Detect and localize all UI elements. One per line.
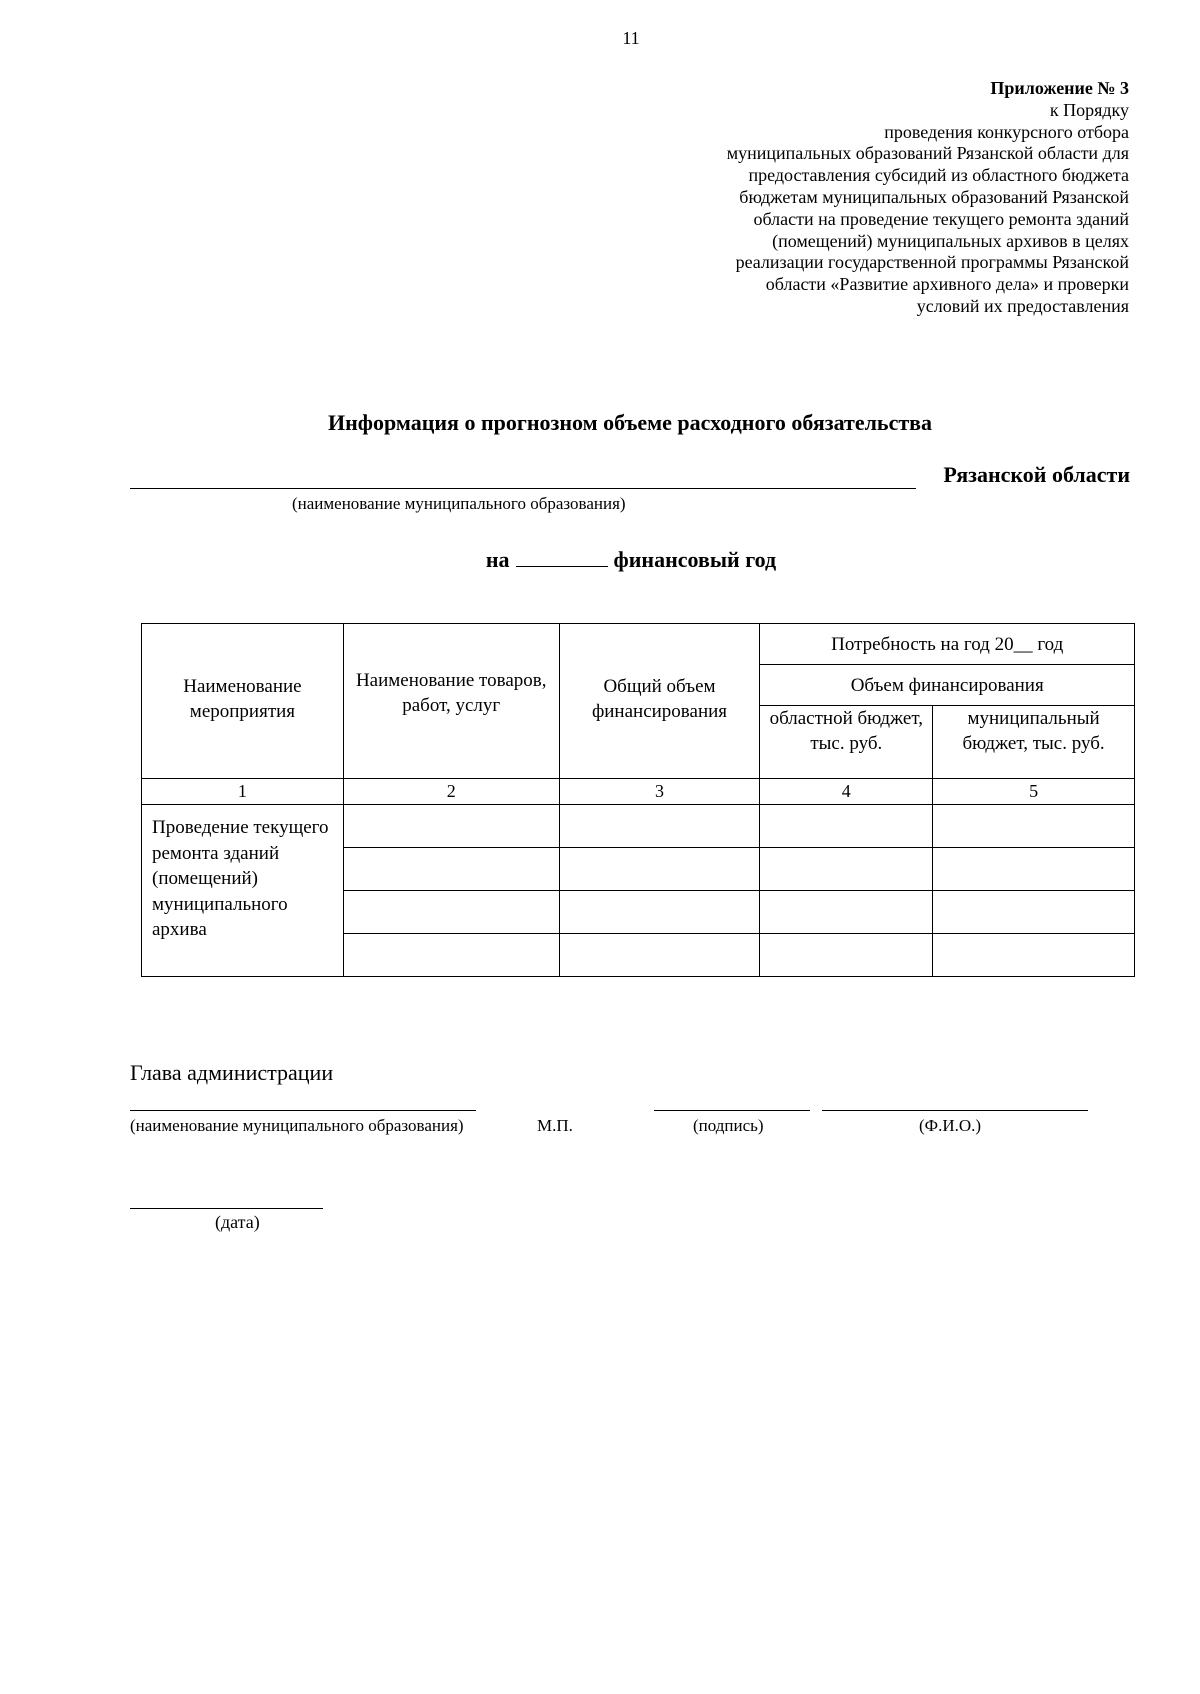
col-header-regional-budget: областной бюджет, тыс. руб. — [760, 706, 933, 779]
column-number: 2 — [343, 779, 559, 805]
event-name-cell: Проведение текущего ремонта зданий (помещений) муниципального архива — [142, 805, 344, 977]
need-header: Потребность на год 20__ год — [760, 624, 1135, 665]
table-cell — [559, 848, 760, 891]
table-cell — [343, 891, 559, 934]
fin-year-suffix: финансовый год — [613, 547, 777, 572]
appendix-line: бюджетам муниципальных образований Рязанской — [739, 186, 1129, 207]
signature-caption: (подпись) — [693, 1116, 764, 1135]
document-title: Информация о прогнозном объеме расходного обязательства — [327, 410, 933, 435]
page-number: 11 — [622, 28, 640, 48]
table-row — [142, 805, 1135, 848]
table-cell — [933, 934, 1135, 977]
column-number: 1 — [142, 779, 344, 805]
col-header-goods: Наименование товаров, работ, услуг — [343, 624, 559, 779]
table-cell — [760, 805, 933, 848]
fin-year-blank-field — [516, 546, 608, 567]
table-cell — [933, 848, 1135, 891]
appendix-line: предоставления субсидий из областного бюджета — [748, 165, 1129, 186]
appendix-line: к Порядку — [1049, 99, 1129, 120]
col-header-municipal-budget: муниципальный бюджет, тыс. руб. — [933, 706, 1135, 779]
date-line — [130, 1208, 323, 1209]
appendix-line: условий их предоставления — [916, 295, 1129, 316]
date-caption: (дата) — [215, 1212, 260, 1232]
table-cell — [760, 934, 933, 977]
full-name-caption: (Ф.И.О.) — [919, 1116, 982, 1135]
municipality-caption: (наименование муниципального образования) — [292, 494, 626, 513]
municipality-signature-line — [130, 1110, 476, 1111]
column-number: 5 — [933, 779, 1135, 805]
table-cell — [343, 934, 559, 977]
col-header-event: Наименование мероприятия — [142, 624, 344, 779]
table-cell — [559, 805, 760, 848]
appendix-line: области на проведение текущего ремонта зданий — [753, 208, 1129, 229]
financing-table — [141, 623, 1135, 977]
table-cell — [933, 805, 1135, 848]
table-cell — [559, 891, 760, 934]
appendix-line: области «Развитие архивного дела» и проверки — [765, 274, 1129, 295]
region-suffix: Рязанской области — [943, 462, 1130, 487]
table-cell — [559, 934, 760, 977]
table-cell — [760, 891, 933, 934]
col-header-total: Общий объем финансирования — [559, 624, 760, 779]
fin-year-prefix: на — [485, 547, 510, 572]
financial-year-line — [0, 546, 1200, 573]
table-cell — [343, 805, 559, 848]
table-cell — [343, 848, 559, 891]
appendix-line: проведения конкурсного отбора — [884, 121, 1129, 142]
full-name-line — [822, 1110, 1088, 1111]
column-number-row — [142, 779, 1135, 805]
column-number: 4 — [760, 779, 933, 805]
appendix-block — [609, 78, 1129, 318]
signature-line — [654, 1110, 810, 1111]
appendix-line: (помещений) муниципальных архивов в целях — [772, 230, 1129, 251]
municipality-line — [130, 462, 1130, 492]
appendix-line: муниципальных образований Рязанской области для — [726, 143, 1129, 164]
appendix-title: Приложение № 3 — [990, 78, 1129, 98]
municipality-name-caption: (наименование муниципального образования) — [130, 1116, 464, 1135]
municipality-blank-field — [130, 462, 916, 489]
stamp-label: М.П. — [537, 1116, 573, 1135]
volume-header: Объем финансирования — [760, 665, 1135, 706]
table-cell — [760, 848, 933, 891]
table-cell — [933, 891, 1135, 934]
appendix-line: реализации государственной программы Рязанской — [735, 252, 1129, 273]
head-of-administration-title: Глава администрации — [130, 1060, 334, 1085]
column-number: 3 — [559, 779, 760, 805]
